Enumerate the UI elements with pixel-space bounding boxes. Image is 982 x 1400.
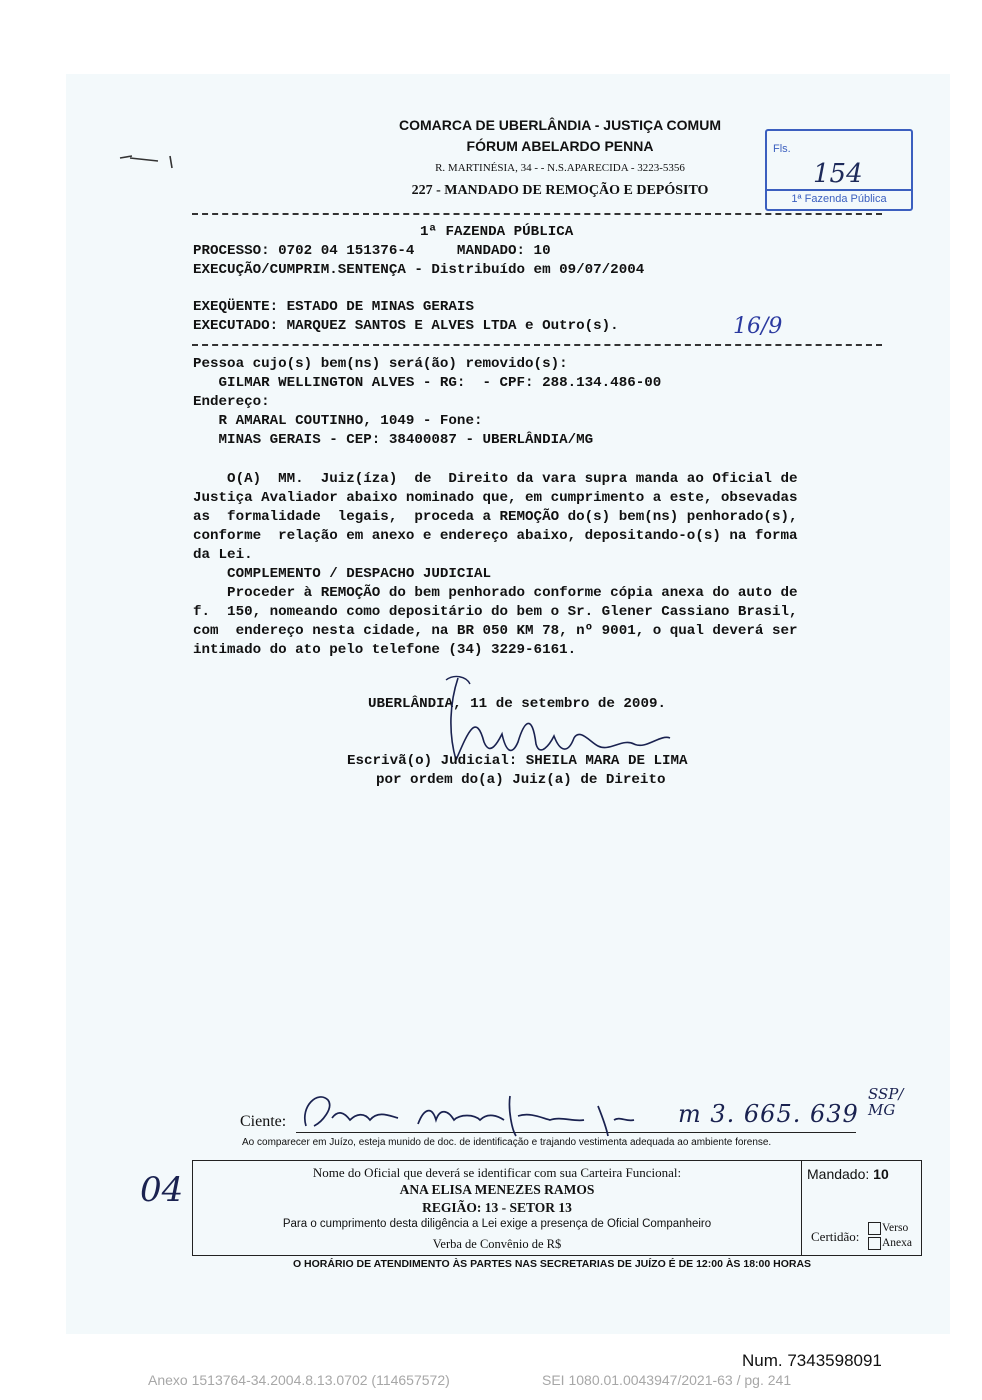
oficial-regiao: REGIÃO: 13 - SETOR 13: [422, 1200, 572, 1215]
document-title: 227 - MANDADO DE REMOÇÃO E DEPÓSITO: [411, 183, 709, 198]
appearance-notice: Ao comparecer em Juízo, esteja munido de doc. de identificação e trajando vestimenta adequada ao ambiente forense.: [242, 1137, 772, 1148]
body-line: f. 150, nomeando como depositário do bem o Sr. Glener Cassiano Brasil,: [193, 604, 798, 620]
mandado-value: 10: [873, 1166, 889, 1182]
vara-heading: 1ª FAZENDA PÚBLICA: [420, 224, 574, 240]
certidao-options: [868, 1221, 912, 1251]
mandado-label: Mandado:: [807, 1166, 870, 1182]
verba-convenio: Verba de Convênio de R$: [432, 1237, 562, 1251]
margin-note: 04: [140, 1170, 184, 1210]
stamp-fls-label: Fls.: [773, 143, 791, 155]
office-hours: O HORÁRIO DE ATENDIMENTO ÀS PARTES NAS SECRETARIAS DE JUÍZO É DE 12:00 ÀS 18:00 HORAS: [292, 1258, 812, 1270]
body-text: [193, 470, 798, 660]
clerk-name: Escrivã(o) Judicial: SHEILA MARA DE LIMA: [347, 753, 688, 769]
oficial-box: [192, 1160, 922, 1256]
sei-reference: SEI 1080.01.0043947/2021-63 / pg. 241: [542, 1372, 792, 1388]
body-line: intimado do ato pelo telefone (34) 3229-6161.: [193, 642, 577, 658]
anexa-checkbox[interactable]: [868, 1237, 881, 1250]
oficial-name: ANA ELISA MENEZES RAMOS: [399, 1182, 595, 1197]
anexo-reference: Anexo 1513764-34.2004.8.13.0702 (114657572): [148, 1372, 450, 1388]
mandado-field: [807, 1166, 889, 1182]
body-line: conforme relação em anexo e endereço abaixo, depositando-o(s) na forma: [193, 528, 798, 544]
complement-heading: COMPLEMENTO / DESPACHO JUDICIAL: [193, 566, 491, 582]
address-line-1: R AMARAL COUTINHO, 1049 - Fone:: [193, 413, 483, 429]
body-line: com endereço nesta cidade, na BR 050 KM 78, nº 9001, o qual deverá ser: [193, 623, 798, 639]
recipient-signature: [298, 1086, 658, 1142]
address-label: Endereço:: [193, 394, 270, 410]
court-address: R. MARTINÉSIA, 34 - - N.S.APARECIDA - 3223-5356: [435, 162, 685, 174]
person-heading: Pessoa cujo(s) bem(ns) será(ão) removido(s):: [193, 356, 568, 372]
handwritten-id-number: m 3. 665. 639: [678, 1100, 859, 1128]
page-stamp: [765, 129, 913, 211]
anexa-option[interactable]: [868, 1236, 912, 1251]
person-name-line: GILMAR WELLINGTON ALVES - RG: - CPF: 288.134.486-00: [193, 375, 662, 391]
divider: [192, 213, 882, 215]
judge-order: por ordem do(a) Juiz(a) de Direito: [376, 772, 666, 788]
anexa-label: Anexa: [882, 1237, 913, 1249]
body-line: as formalidade legais, proceda a REMOÇÃO do(s) bem(ns) penhorado(s),: [193, 509, 798, 525]
executado-line: EXECUTADO: MARQUEZ SANTOS E ALVES LTDA e Outro(s).: [193, 318, 619, 334]
oficial-instruction: Nome do Oficial que deverá se identificar com sua Carteira Funcional:: [312, 1165, 682, 1180]
verso-option[interactable]: [868, 1221, 912, 1236]
certidao-label: Certidão:: [811, 1229, 860, 1244]
body-line: Proceder à REMOÇÃO do bem penhorado conforme cópia anexa do auto de: [193, 585, 798, 601]
processo-line: PROCESSO: 0702 04 151376-4 MANDADO: 10: [193, 243, 551, 259]
body-line: O(A) MM. Juiz(íza) de Direito da vara supra manda ao Oficial de: [193, 471, 798, 487]
scan-marks: [118, 152, 178, 166]
body-line: da Lei.: [193, 547, 253, 563]
companion-requirement: Para o cumprimento desta diligência a Lei exige a presença de Oficial Companheiro: [282, 1218, 712, 1230]
box-divider: [801, 1161, 802, 1255]
body-line: Justiça Avaliador abaixo nominado que, em cumprimento a este, obsevadas: [193, 490, 798, 506]
place-date: UBERLÂNDIA, 11 de setembro de 2009.: [368, 696, 666, 712]
address-line-2: MINAS GERAIS - CEP: 38400087 - UBERLÂNDIA/MG: [193, 432, 594, 448]
forum-name: FÓRUM ABELARDO PENNA: [466, 138, 654, 154]
divider: [192, 344, 882, 346]
verso-checkbox[interactable]: [868, 1222, 881, 1235]
stamp-page-number: 154: [813, 159, 863, 189]
document-number: Num. 7343598091: [742, 1351, 882, 1370]
verso-label: Verso: [882, 1222, 909, 1234]
handwritten-note: 16/9: [733, 314, 783, 339]
execucao-line: EXECUÇÃO/CUMPRIM.SENTENÇA - Distribuído em 09/07/2004: [193, 262, 645, 278]
exequente-line: EXEQÜENTE: ESTADO DE MINAS GERAIS: [193, 299, 474, 315]
stamp-department: 1ª Fazenda Pública: [767, 189, 911, 209]
court-heading: COMARCA DE UBERLÂNDIA - JUSTIÇA COMUM: [399, 117, 721, 133]
handwritten-id-org: SSP/ MG: [868, 1085, 904, 1119]
ciente-label: Ciente:: [240, 1113, 287, 1130]
